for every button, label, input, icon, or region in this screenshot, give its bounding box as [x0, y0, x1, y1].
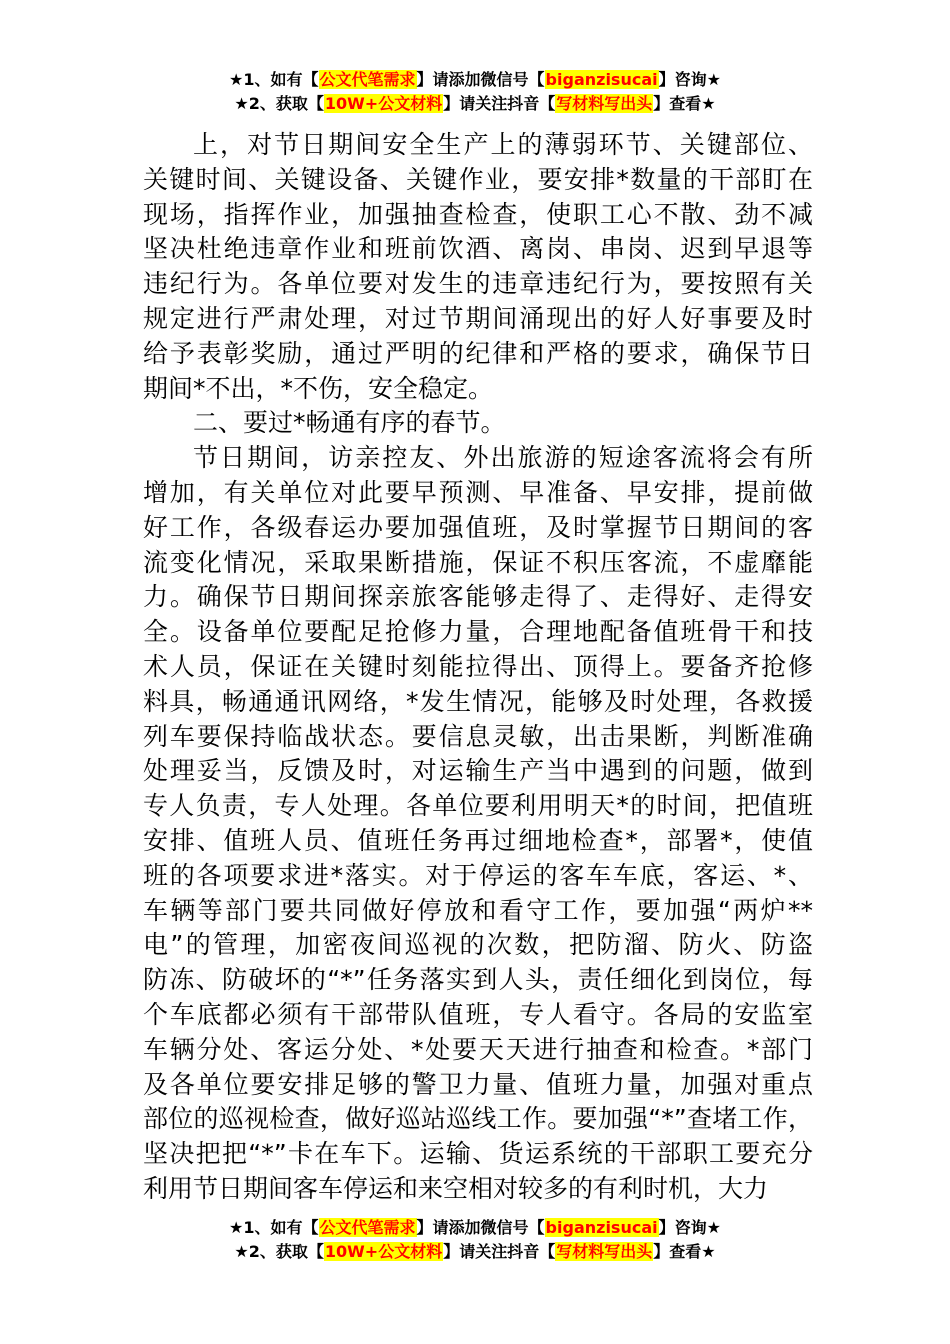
paragraph [143, 406, 813, 441]
text-line: 电”的管理，加密夜间巡视的次数，把防溜、防火、防盗 [143, 930, 813, 960]
text-line: 术人员，保证在关键时刻能拉得出、顶得上。要备齐抢修 [143, 651, 813, 681]
banner-text: 】咨询★ [658, 1218, 721, 1237]
banner-highlight: 10W+公文材料 [324, 94, 443, 113]
banner-highlight: 公文代笔需求 [319, 1218, 416, 1237]
text-line: 增加，有关单位对此要早预测、早准备、早安排，提前做 [143, 477, 813, 507]
text-line: 车辆分处、客运分处、*处要天天进行抽查和检查。*部门 [143, 1034, 813, 1064]
banner-text: ★2、获取【 [234, 94, 324, 113]
text-line: 利用节日期间客车停运和来空相对较多的有利时机，大力 [143, 1173, 769, 1203]
banner-text: 】咨询★ [658, 70, 721, 89]
banner-text: ★2、获取【 [234, 1242, 324, 1261]
text-line: 节日期间，访亲控友、外出旅游的短途客流将会有所 [193, 443, 813, 473]
document-body [143, 128, 813, 1207]
banner-line-1 [0, 68, 950, 92]
paragraph [143, 128, 813, 406]
banner-highlight: 写材料写出头 [556, 94, 653, 113]
footer-banner [0, 1216, 950, 1264]
text-line: 全。设备单位要配足抢修力量，合理地配备值班骨干和技 [143, 617, 813, 647]
text-line: 车辆等部门要共同做好停放和看守工作，要加强“两炉** [143, 895, 813, 925]
banner-highlight: biganzisucai [545, 1218, 658, 1237]
banner-text: 】请添加微信号【 [416, 70, 545, 89]
banner-text: 】查看★ [653, 94, 716, 113]
banner-line-1 [0, 1216, 950, 1240]
banner-text: 】查看★ [653, 1242, 716, 1261]
text-line: 好工作，各级春运办要加强值班，及时掌握节日期间的客 [143, 512, 813, 542]
text-line: 二、要过*畅通有序的春节。 [193, 408, 506, 438]
banner-highlight: 写材料写出头 [556, 1242, 653, 1261]
text-line: 安排、值班人员、值班任务再过细地检查*，部署*，使值 [143, 825, 813, 855]
text-line: 班的各项要求进*落实。对于停运的客车车底，客运、*、 [143, 860, 813, 890]
text-line: 给予表彰奖励，通过严明的纪律和严格的要求，确保节日 [143, 338, 813, 368]
banner-line-2 [0, 92, 950, 116]
banner-text: 】请关注抖音【 [443, 1242, 556, 1261]
text-line: 及各单位要安排足够的警卫力量、值班力量，加强对重点 [143, 1069, 813, 1099]
banner-line-2 [0, 1240, 950, 1264]
banner-highlight: 10W+公文材料 [324, 1242, 443, 1261]
text-line: 列车要保持临战状态。要信息灵敏，出击果断，判断准确 [143, 721, 813, 751]
text-line: 个车底都必须有干部带队值班，专人看守。各局的安监室 [143, 999, 813, 1029]
banner-text: ★1、如有【 [229, 1218, 319, 1237]
text-line: 部位的巡视检查，做好巡站巡线工作。要加强“*”查堵工作， [143, 1104, 813, 1134]
text-line: 处理妥当，反馈及时，对运输生产当中遇到的问题，做到 [143, 756, 813, 786]
text-line: 上，对节日期间安全生产上的薄弱环节、关键部位、 [193, 130, 813, 159]
text-line: 规定进行严肃处理，对过节期间涌现出的好人好事要及时 [143, 303, 813, 333]
banner-highlight: biganzisucai [545, 70, 658, 89]
text-line: 专人负责，专人处理。各单位要利用明天*的时间，把值班 [143, 791, 813, 821]
banner-highlight: 公文代笔需求 [319, 70, 416, 89]
banner-text: ★1、如有【 [229, 70, 319, 89]
text-line: 违纪行为。各单位要对发生的违章违纪行为，要按照有关 [143, 269, 813, 299]
text-line: 防冻、防破坏的“*”任务落实到人头，责任细化到岗位，每 [143, 965, 813, 995]
text-line: 料具，畅通通讯网络，*发生情况，能够及时处理，各救援 [143, 686, 813, 716]
text-line: 力。确保节日期间探亲旅客能够走得了、走得好、走得安 [143, 582, 813, 612]
text-line: 流变化情况，采取果断措施，保证不积压客流，不虚靡能 [143, 547, 813, 577]
text-line: 坚决杜绝违章作业和班前饮酒、离岗、串岗、迟到早退等 [143, 234, 813, 264]
banner-text: 】请添加微信号【 [416, 1218, 545, 1237]
text-line: 现场，指挥作业，加强抽查检查，使职工心不散、劲不减 [143, 199, 813, 229]
text-line: 关键时间、关键设备、关键作业，要安排*数量的干部盯在 [143, 164, 813, 194]
text-line: 坚决把把“*”卡在车下。运输、货运系统的干部职工要充分 [143, 1139, 813, 1169]
text-line: 期间*不出，*不伤，安全稳定。 [143, 373, 494, 403]
paragraph [143, 441, 813, 1207]
banner-text: 】请关注抖音【 [443, 94, 556, 113]
header-banner [0, 68, 950, 116]
